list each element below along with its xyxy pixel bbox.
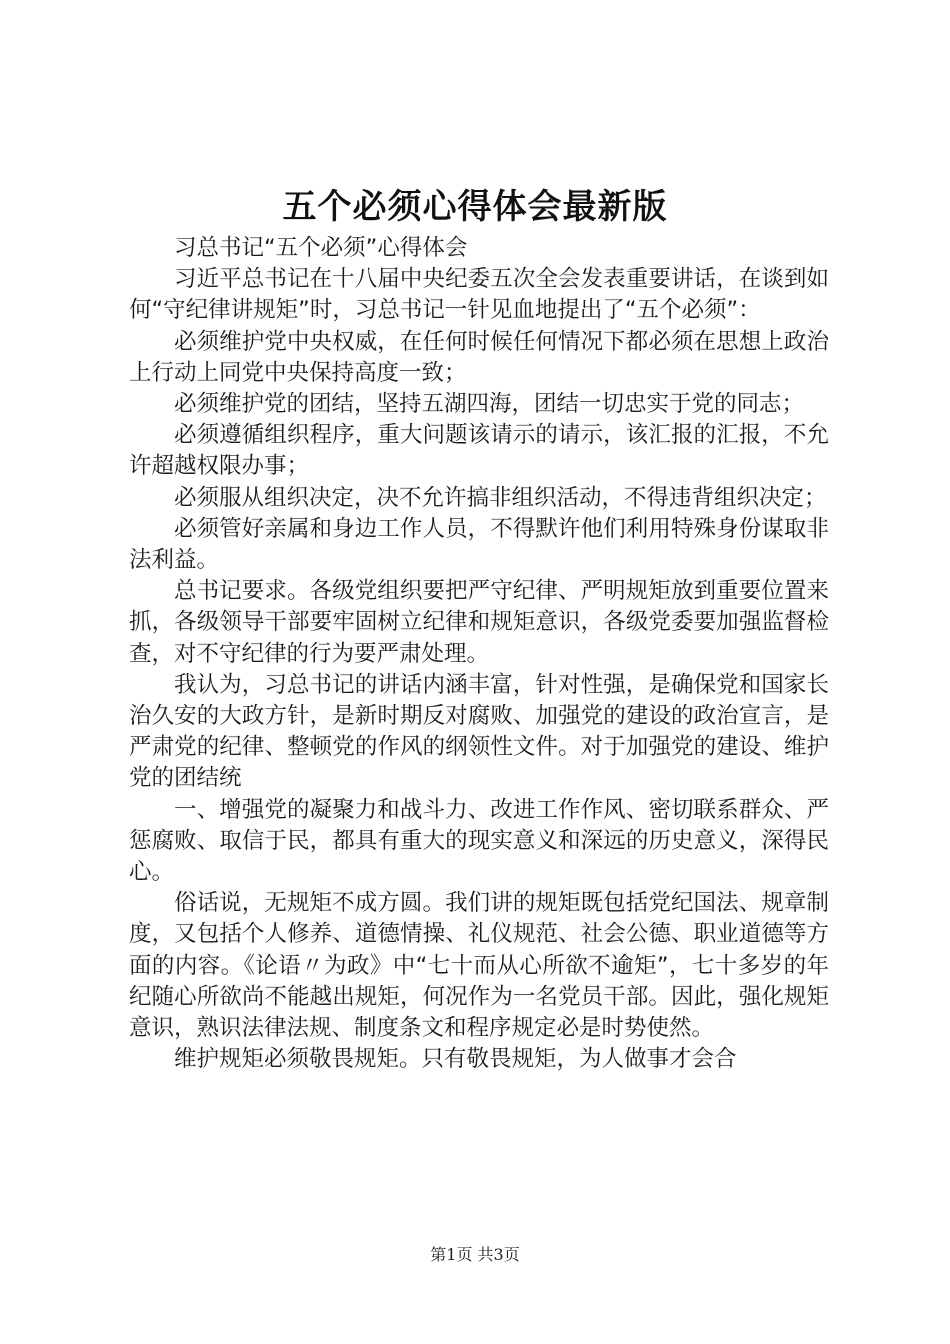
paragraph: 俗话说，无规矩不成方圆。我们讲的规矩既包括党纪国法、规章制度，又包括个人修养、道德情操、礼仪规范、社会公德、职业道德等方面的内容。《论语〃为政》中“七十而从心所欲不逾矩”，七十多岁的年纪随心所欲尚不能越出规矩，何况作为一名党员干部。因此，强化规矩意识，熟识法律法规、制度条文和程序规定必是时势使然。 [129,890,829,1042]
document-body [129,233,829,1075]
paragraph: 必须管好亲属和身边工作人员，不得默许他们利用特殊身份谋取非法利益。 [129,515,829,574]
paragraph: 必须服从组织决定，决不允许搞非组织活动，不得违背组织决定； [174,484,827,511]
paragraph: 必须维护党中央权威，在任何时候任何情况下都必须在思想上政治上行动上同党中央保持高度一致； [129,328,829,386]
paragraph: 一、增强党的凝聚力和战斗力、改进工作作风、密切联系群众、严惩腐败、取信于民，都具有重大的现实意义和深远的历史意义，深得民心。 [129,796,829,886]
paragraph: 总书记要求。各级党组织要把严守纪律、严明规矩放到重要位置来抓，各级领导干部要牢固树立纪律和规矩意识，各级党委要加强监督检查，对不守纪律的行为要严肃处理。 [129,578,829,667]
paragraph: 维护规矩必须敬畏规矩。只有敬畏规矩，为人做事才会合 [174,1046,737,1073]
paragraph: 我认为，习总书记的讲话内涵丰富，针对性强，是确保党和国家长治久安的大政方针，是新时期反对腐败、加强党的建设的政治宣言，是严肃党的纪律、整顿党的作风的纲领性文件。对于加强党的建设、维护党的团结统 [129,671,829,792]
document-title: 五个必须心得体会最新版 [282,187,668,227]
paragraph: 必须维护党的团结，坚持五湖四海，团结一切忠实于党的同志； [174,391,805,418]
page-number-footer: 第1页 共3页 [430,1245,520,1264]
paragraph: 习总书记“五个必须”心得体会 [174,235,468,261]
paragraph: 必须遵循组织程序，重大问题该请示的请示，该汇报的汇报，不允许超越权限办事； [129,422,829,480]
paragraph: 习近平总书记在十八届中央纪委五次全会发表重要讲话，在谈到如何“守纪律讲规矩”时，习总书记一针见血地提出了“五个必须”： [129,266,829,324]
